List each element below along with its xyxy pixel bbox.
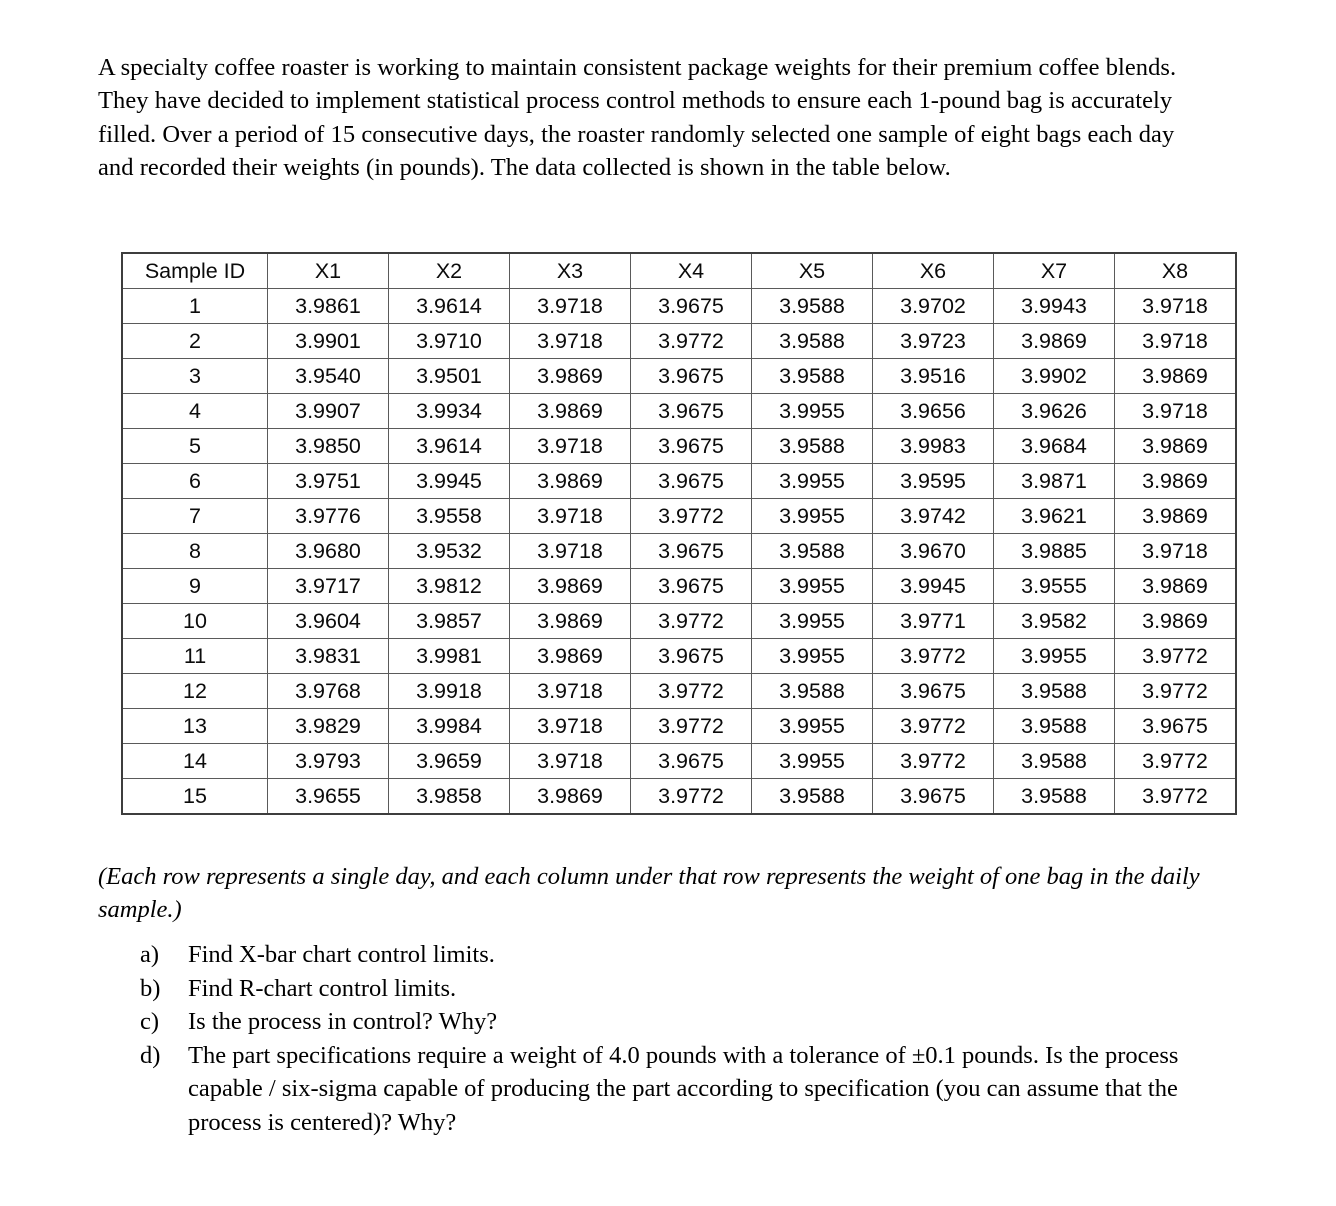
cell-measurement: 3.9588 (752, 674, 873, 709)
cell-measurement: 3.9684 (994, 429, 1115, 464)
cell-measurement: 3.9955 (752, 744, 873, 779)
cell-sample-id: 7 (122, 499, 268, 534)
table-caption: (Each row represents a single day, and each column under that row represents the weight of one bag in the daily sample.) (98, 862, 1200, 923)
cell-measurement: 3.9772 (1115, 639, 1237, 674)
cell-measurement: 3.9718 (510, 534, 631, 569)
cell-measurement: 3.9858 (389, 779, 510, 815)
cell-measurement: 3.9869 (510, 779, 631, 815)
table-header-row (122, 253, 1236, 289)
cell-measurement: 3.9558 (389, 499, 510, 534)
table-row (122, 709, 1236, 744)
cell-sample-id: 8 (122, 534, 268, 569)
table-row (122, 394, 1236, 429)
cell-measurement: 3.9675 (631, 429, 752, 464)
cell-measurement: 3.9656 (873, 394, 994, 429)
cell-measurement: 3.9869 (1115, 464, 1237, 499)
cell-measurement: 3.9588 (752, 324, 873, 359)
cell-sample-id: 11 (122, 639, 268, 674)
table-row (122, 604, 1236, 639)
cell-measurement: 3.9675 (631, 534, 752, 569)
cell-measurement: 3.9955 (752, 569, 873, 604)
cell-measurement: 3.9772 (631, 324, 752, 359)
column-header-x7: X7 (994, 253, 1115, 289)
cell-measurement: 3.9595 (873, 464, 994, 499)
cell-measurement: 3.9540 (268, 359, 389, 394)
column-header-x2: X2 (389, 253, 510, 289)
cell-measurement: 3.9710 (389, 324, 510, 359)
cell-measurement: 3.9501 (389, 359, 510, 394)
question-item (140, 1039, 1215, 1140)
question-item (140, 938, 1215, 972)
cell-sample-id: 13 (122, 709, 268, 744)
cell-measurement: 3.9588 (994, 674, 1115, 709)
cell-measurement: 3.9718 (510, 744, 631, 779)
column-header-x5: X5 (752, 253, 873, 289)
cell-measurement: 3.9675 (631, 394, 752, 429)
cell-measurement: 3.9955 (752, 639, 873, 674)
table-header (122, 253, 1236, 289)
cell-measurement: 3.9772 (631, 779, 752, 815)
cell-measurement: 3.9675 (631, 359, 752, 394)
cell-measurement: 3.9723 (873, 324, 994, 359)
cell-sample-id: 1 (122, 289, 268, 324)
question-text: Is the process in control? Why? (188, 1008, 498, 1035)
cell-measurement: 3.9588 (752, 534, 873, 569)
cell-measurement: 3.9588 (752, 359, 873, 394)
cell-sample-id: 10 (122, 604, 268, 639)
data-table-container (121, 252, 1237, 815)
cell-measurement: 3.9718 (1115, 324, 1237, 359)
cell-measurement: 3.9772 (1115, 779, 1237, 815)
cell-sample-id: 12 (122, 674, 268, 709)
table-row (122, 744, 1236, 779)
cell-sample-id: 4 (122, 394, 268, 429)
cell-measurement: 3.9675 (631, 744, 752, 779)
cell-measurement: 3.9869 (1115, 359, 1237, 394)
question-marker: b) (140, 974, 161, 1002)
table-row (122, 464, 1236, 499)
cell-measurement: 3.9718 (510, 709, 631, 744)
cell-measurement: 3.9680 (268, 534, 389, 569)
question-item (140, 972, 1215, 1006)
cell-measurement: 3.9869 (510, 639, 631, 674)
cell-measurement: 3.9861 (268, 289, 389, 324)
cell-measurement: 3.9675 (631, 289, 752, 324)
cell-measurement: 3.9901 (268, 324, 389, 359)
table-row (122, 429, 1236, 464)
cell-measurement: 3.9829 (268, 709, 389, 744)
cell-measurement: 3.9718 (510, 429, 631, 464)
cell-measurement: 3.9869 (1115, 499, 1237, 534)
cell-measurement: 3.9871 (994, 464, 1115, 499)
cell-measurement: 3.9772 (873, 709, 994, 744)
question-marker: d) (140, 1041, 161, 1069)
table-row (122, 289, 1236, 324)
cell-measurement: 3.9588 (752, 779, 873, 815)
cell-measurement: 3.9869 (1115, 604, 1237, 639)
cell-measurement: 3.9918 (389, 674, 510, 709)
cell-measurement: 3.9588 (994, 779, 1115, 815)
cell-measurement: 3.9776 (268, 499, 389, 534)
table-body (122, 289, 1236, 815)
question-marker: c) (140, 1008, 160, 1035)
cell-measurement: 3.9945 (389, 464, 510, 499)
cell-measurement: 3.9718 (1115, 534, 1237, 569)
cell-measurement: 3.9771 (873, 604, 994, 639)
cell-measurement: 3.9869 (510, 604, 631, 639)
intro-paragraph: A specialty coffee roaster is working to maintain consistent package weights for their premium coffee blends. They have decided to implement statistical process control methods to ensure each 1-pound bag is accurately filled. Over a period of 15 consecutive days, the roaster randomly selected one sample of eight bags each day and recorded their weights (in pounds). The data collected is shown in the table below. (98, 53, 1177, 181)
cell-measurement: 3.9955 (752, 394, 873, 429)
cell-measurement: 3.9772 (1115, 674, 1237, 709)
cell-measurement: 3.9717 (268, 569, 389, 604)
column-header-x8: X8 (1115, 253, 1237, 289)
cell-sample-id: 14 (122, 744, 268, 779)
cell-measurement: 3.9955 (752, 709, 873, 744)
cell-measurement: 3.9582 (994, 604, 1115, 639)
column-header-x6: X6 (873, 253, 994, 289)
question-item (140, 1005, 1215, 1039)
sample-weights-table (121, 252, 1237, 815)
cell-measurement: 3.9869 (1115, 429, 1237, 464)
cell-measurement: 3.9902 (994, 359, 1115, 394)
table-row (122, 499, 1236, 534)
cell-measurement: 3.9772 (631, 499, 752, 534)
cell-measurement: 3.9614 (389, 289, 510, 324)
cell-measurement: 3.9604 (268, 604, 389, 639)
cell-measurement: 3.9675 (873, 674, 994, 709)
table-row (122, 534, 1236, 569)
cell-measurement: 3.9772 (1115, 744, 1237, 779)
cell-measurement: 3.9869 (510, 359, 631, 394)
cell-measurement: 3.9907 (268, 394, 389, 429)
cell-measurement: 3.9718 (510, 499, 631, 534)
cell-measurement: 3.9768 (268, 674, 389, 709)
cell-measurement: 3.9675 (873, 779, 994, 815)
cell-measurement: 3.9984 (389, 709, 510, 744)
cell-measurement: 3.9869 (1115, 569, 1237, 604)
cell-measurement: 3.9702 (873, 289, 994, 324)
cell-measurement: 3.9718 (510, 289, 631, 324)
table-row (122, 674, 1236, 709)
cell-measurement: 3.9955 (994, 639, 1115, 674)
cell-measurement: 3.9555 (994, 569, 1115, 604)
cell-measurement: 3.9772 (631, 709, 752, 744)
cell-measurement: 3.9869 (994, 324, 1115, 359)
column-header-x3: X3 (510, 253, 631, 289)
cell-measurement: 3.9751 (268, 464, 389, 499)
cell-measurement: 3.9857 (389, 604, 510, 639)
question-text: Find X-bar chart control limits. (188, 941, 495, 968)
cell-measurement: 3.9742 (873, 499, 994, 534)
table-row (122, 359, 1236, 394)
cell-measurement: 3.9655 (268, 779, 389, 815)
column-header-x4: X4 (631, 253, 752, 289)
table-row (122, 779, 1236, 815)
question-text: The part specifications require a weight of 4.0 pounds with a tolerance of ±0.1 pounds. Is the process capable / six-sigma capable of producing the part according to specification (you can assume that the process is centered)? Why? (188, 1041, 1179, 1136)
cell-measurement: 3.9588 (994, 744, 1115, 779)
column-header-sample-id: Sample ID (122, 253, 268, 289)
cell-measurement: 3.9885 (994, 534, 1115, 569)
cell-measurement: 3.9831 (268, 639, 389, 674)
cell-measurement: 3.9718 (510, 324, 631, 359)
cell-measurement: 3.9532 (389, 534, 510, 569)
cell-sample-id: 6 (122, 464, 268, 499)
cell-measurement: 3.9772 (873, 744, 994, 779)
cell-measurement: 3.9772 (873, 639, 994, 674)
cell-sample-id: 3 (122, 359, 268, 394)
cell-measurement: 3.9588 (994, 709, 1115, 744)
cell-measurement: 3.9850 (268, 429, 389, 464)
cell-measurement: 3.9955 (752, 499, 873, 534)
cell-measurement: 3.9621 (994, 499, 1115, 534)
cell-measurement: 3.9943 (994, 289, 1115, 324)
cell-measurement: 3.9718 (1115, 394, 1237, 429)
cell-sample-id: 2 (122, 324, 268, 359)
table-row (122, 324, 1236, 359)
question-list (140, 938, 1215, 1139)
cell-measurement: 3.9869 (510, 464, 631, 499)
cell-measurement: 3.9675 (631, 569, 752, 604)
cell-measurement: 3.9983 (873, 429, 994, 464)
question-text: Find R-chart control limits. (188, 974, 457, 1002)
cell-measurement: 3.9675 (631, 464, 752, 499)
cell-measurement: 3.9588 (752, 429, 873, 464)
column-header-x1: X1 (268, 253, 389, 289)
cell-measurement: 3.9955 (752, 604, 873, 639)
cell-measurement: 3.9772 (631, 604, 752, 639)
cell-measurement: 3.9955 (752, 464, 873, 499)
cell-sample-id: 5 (122, 429, 268, 464)
table-row (122, 569, 1236, 604)
table-row (122, 639, 1236, 674)
cell-measurement: 3.9812 (389, 569, 510, 604)
cell-measurement: 3.9793 (268, 744, 389, 779)
cell-sample-id: 15 (122, 779, 268, 815)
cell-measurement: 3.9718 (510, 674, 631, 709)
cell-measurement: 3.9772 (631, 674, 752, 709)
question-marker: a) (140, 941, 160, 968)
cell-measurement: 3.9659 (389, 744, 510, 779)
cell-measurement: 3.9614 (389, 429, 510, 464)
cell-measurement: 3.9675 (631, 639, 752, 674)
cell-measurement: 3.9670 (873, 534, 994, 569)
cell-measurement: 3.9981 (389, 639, 510, 674)
cell-measurement: 3.9869 (510, 569, 631, 604)
cell-measurement: 3.9869 (510, 394, 631, 429)
cell-measurement: 3.9718 (1115, 289, 1237, 324)
cell-measurement: 3.9945 (873, 569, 994, 604)
cell-measurement: 3.9516 (873, 359, 994, 394)
cell-sample-id: 9 (122, 569, 268, 604)
cell-measurement: 3.9934 (389, 394, 510, 429)
cell-measurement: 3.9588 (752, 289, 873, 324)
cell-measurement: 3.9626 (994, 394, 1115, 429)
cell-measurement: 3.9675 (1115, 709, 1237, 744)
